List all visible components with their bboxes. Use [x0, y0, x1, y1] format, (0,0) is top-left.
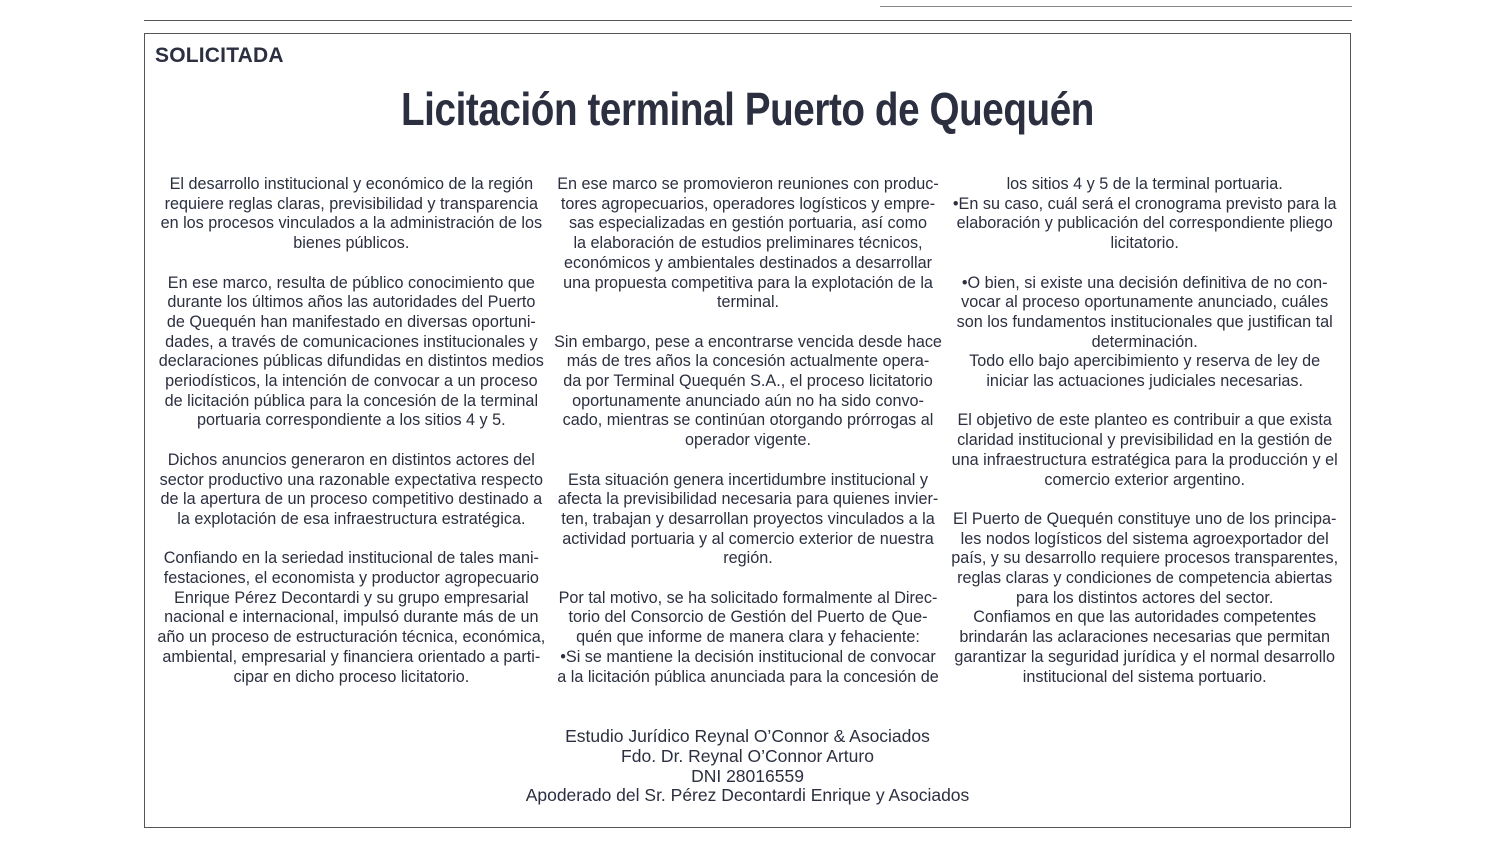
section-label: SOLICITADA [155, 44, 284, 67]
paragraph: los sitios 4 y 5 de la terminal portuaria. •En su caso, cuál será el cronograma previsto para la elaboración y publicación del correspondiente pliego licitatorio. [952, 175, 1337, 253]
paragraph: El Puerto de Quequén constituye uno de los principa- les nodos logísticos del sistema agroexportador del país, y su desarrollo requiere procesos transparentes, reglas claras y condiciones de competencia abiertas para los distintos actores del sector. Confiamos en que las autoridades competentes brindarán las aclaraciones necesarias que permitan garantizar la seguridad jurídica y el normal desarrollo institucional del sistema portuario. [951, 509, 1339, 686]
signature-firm: Estudio Jurídico Reynal O’Connor & Asociados [565, 726, 930, 746]
signature-signed: Fdo. Dr. Reynal O’Connor Arturo [621, 745, 874, 766]
headline: Licitación terminal Puerto de Quequén [401, 83, 1094, 135]
column-1 [153, 175, 550, 715]
signature-role: Apoderado del Sr. Pérez Decontardi Enrique y Asociados [525, 785, 970, 806]
paragraph: El desarrollo institucional y económico de la región requiere reglas claras, previsibilidad y transparencia en los procesos vinculados a la administración de los bienes públicos. [160, 175, 543, 253]
paragraph: Dichos anuncios generaron en distintos actores del sector productivo una razonable expectativa respecto de la apertura de un proceso competitivo destinado a la explotación de esa infraestructura estratégica. [159, 450, 543, 528]
paragraph: •O bien, si existe una decisión definitiva de no con- vocar al proceso oportunamente anunciado, cuáles son los fundamentos institucionales que justifican tal determinación. Todo ello bajo apercibimiento y reserva de ley de iniciar las actuaciones judiciales necesarias. [956, 273, 1333, 391]
signature-block [145, 727, 1350, 806]
paragraph: En ese marco se promovieron reuniones con produc- tores agropecuarios, operadores logísticos y empre- sas especializadas en gestión portuaria, así como la elaboración de estudios preliminares técnicos, económicos y ambientales destinados a desarrollar una propuesta competitiva para la explotación de la terminal. [557, 175, 939, 312]
paragraph: Confiando en la seriedad institucional de tales mani- festaciones, el economista y productor agropecuario Enrique Pérez Decontardi y su grupo empresarial nacional e internacional, impulsó durante más de un año un proceso de estructuración técnica, económica, ambiental, empresarial y financiera orientado a parti- cipar en dicho proceso licitatorio. [157, 549, 546, 686]
paragraph: Esta situación genera incertidumbre institucional y afecta la previsibilidad necesaria para quienes invier- ten, trabajan y desarrollan proyectos vinculados a la actividad portuaria y al comercio exterior de nuestra región. [557, 470, 939, 568]
column-3 [946, 175, 1343, 715]
paragraph: Por tal motivo, se ha solicitado formalmente al Direc- torio del Consorcio de Gestión del Puerto de Que- quén que informe de manera clara y fehaciente: •Si se mantiene la decisión institucional de convocar a la licitación pública anunciada para la concesión de [557, 588, 939, 686]
notice-frame [144, 33, 1351, 828]
column-2 [550, 175, 947, 715]
top-rule [144, 20, 1352, 21]
top-rule-right [880, 6, 1352, 7]
signature-dni: DNI 28016559 [691, 765, 804, 786]
body-columns [153, 175, 1343, 715]
paragraph: En ese marco, resulta de público conocimiento que durante los últimos años las autoridades del Puerto de Quequén han manifestado en diversas oportuni- dades, a través de comunicaciones institucionales y declaraciones públicas difundidas en distintos medios periodísticos, la intención de convocar a un proceso de licitación pública para la concesión de la terminal portuaria correspondiente a los sitios 4 y 5. [158, 273, 544, 430]
paragraph: Sin embargo, pese a encontrarse vencida desde hace más de tres años la concesión actualmente opera- da por Terminal Quequén S.A., el proceso licitatorio oportunamente anunciado aún no ha sido convo- cado, mientras se continúan otorgando prórrogas al operador vigente. [554, 332, 942, 450]
paragraph: El objetivo de este planteo es contribuir a que exista claridad institucional y previsibilidad en la gestión de una infraestructura estratégica para la producción y el comercio exterior argentino. [951, 411, 1338, 489]
